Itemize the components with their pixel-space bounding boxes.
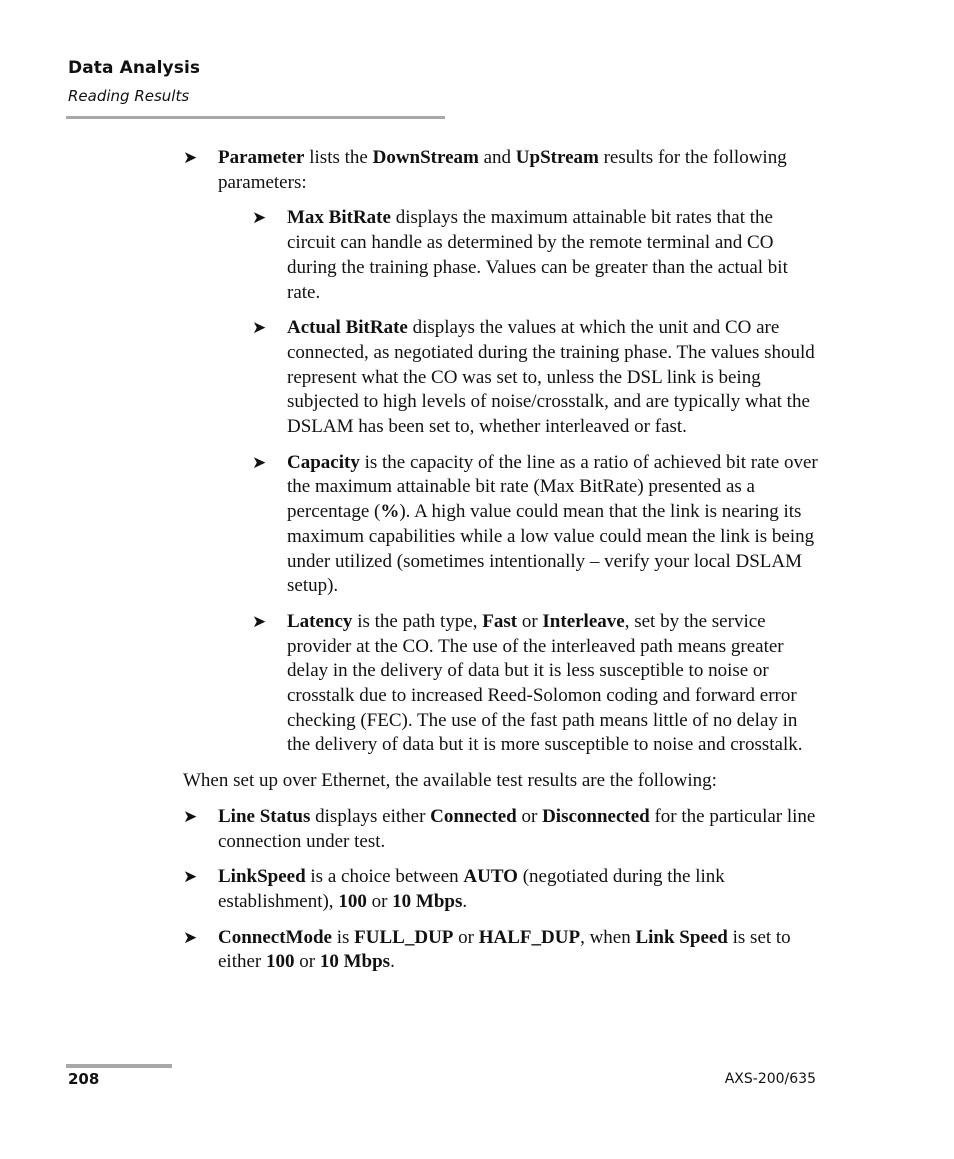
bullet-arrow-icon: ➤: [252, 318, 267, 339]
term: DownStream: [372, 147, 479, 168]
bullet-text: Latency is the path type, Fast or Interleave, set by the service provider at the CO. The use of the interleaved path means greater delay in the delivery of data but it is less susceptible to noise or crosstalk due to increased Reed-Solomon coding and forward error checking (FEC). The use of the fast path means little of no delay in the delivery of data but it is more susceptible to noise and crosstalk.: [287, 610, 803, 756]
bullet-actual-bitrate: [252, 316, 823, 440]
term: ConnectMode: [218, 926, 332, 948]
bullet-arrow-icon: ➤: [252, 452, 267, 473]
page-number: 208: [68, 1070, 100, 1088]
term: Actual BitRate: [287, 317, 408, 339]
header-rule: [66, 116, 445, 119]
bullet-text: Line Status displays either Connected or Disconnected for the particular line connection under test.: [218, 805, 816, 852]
main-content: [183, 146, 823, 986]
product-model: AXS-200/635: [724, 1071, 816, 1087]
bullet-arrow-icon: ➤: [183, 867, 198, 888]
term: 10 Mbps: [319, 951, 391, 973]
bullet-parameter: [183, 146, 823, 758]
bullet-arrow-icon: ➤: [183, 148, 198, 168]
term: Latency: [287, 610, 353, 632]
bullet-max-bitrate: [252, 206, 823, 305]
bullet-connect-mode: [183, 926, 823, 975]
bullet-arrow-icon: ➤: [252, 611, 267, 632]
term: Max BitRate: [287, 207, 391, 229]
section-subtitle: Reading Results: [68, 87, 190, 105]
bullet-arrow-icon: ➤: [183, 927, 198, 948]
bullet-latency: [252, 610, 823, 758]
ethernet-intro: When set up over Ethernet, the available test results are the following:: [183, 770, 717, 792]
term: 100: [338, 890, 367, 912]
bullet-line-status: [183, 805, 823, 854]
chapter-title: Data Analysis: [68, 58, 201, 78]
term: Connected: [430, 805, 517, 827]
term: HALF_DUP: [478, 926, 581, 948]
bullet-text: Capacity is the capacity of the line as a ratio of achieved bit rate over the maximum attainable bit rate (Max BitRate) presented as a percentage (%). A high value could mean that the link is nearing its maximum capabilities while a low value could mean the link is being under utilized (sometimes intentionally – verify your local DSLAM setup).: [287, 451, 818, 597]
term: Interleave: [542, 610, 625, 632]
term: AUTO: [463, 866, 518, 888]
sub-list: [252, 206, 823, 758]
term: Line Status: [218, 805, 311, 827]
term: UpStream: [515, 147, 599, 168]
bullet-arrow-icon: ➤: [183, 806, 198, 827]
term: FULL_DUP: [354, 926, 454, 948]
term: 100: [266, 951, 295, 973]
bullet-text: Actual BitRate displays the values at which the unit and CO are connected, as negotiated during the training phase. The values should represent what the CO was set to, unless the DSL link is being subjected to high levels of noise/crosstalk, and are typically what the DSLAM has been set to, whether interleaved or fast.: [287, 317, 815, 438]
footer-rule: [66, 1064, 172, 1068]
bullet-text: Max BitRate displays the maximum attainable bit rates that the circuit can handle as determined by the remote terminal and CO during the training phase. Values can be greater than the actual bit rate.: [287, 207, 788, 303]
term: Disconnected: [542, 805, 650, 827]
bullet-text: Parameter lists the DownStream and UpStream results for the following parameters:: [218, 147, 787, 193]
term: LinkSpeed: [218, 866, 306, 888]
term: Fast: [482, 610, 518, 632]
bullet-text: ConnectMode is FULL_DUP or HALF_DUP, when Link Speed is set to either 100 or 10 Mbps.: [218, 926, 791, 973]
term: Link Speed: [635, 926, 728, 948]
term: %: [380, 501, 400, 523]
bullet-arrow-icon: ➤: [252, 208, 267, 229]
bullet-link-speed: [183, 865, 823, 914]
term: 10 Mbps: [392, 890, 463, 912]
term: Capacity: [287, 451, 360, 473]
bullet-capacity: [252, 451, 823, 599]
bullet-text: LinkSpeed is a choice between AUTO (negotiated during the link establishment), 100 or 10 Mbps.: [218, 866, 725, 912]
term: Parameter: [218, 147, 305, 168]
